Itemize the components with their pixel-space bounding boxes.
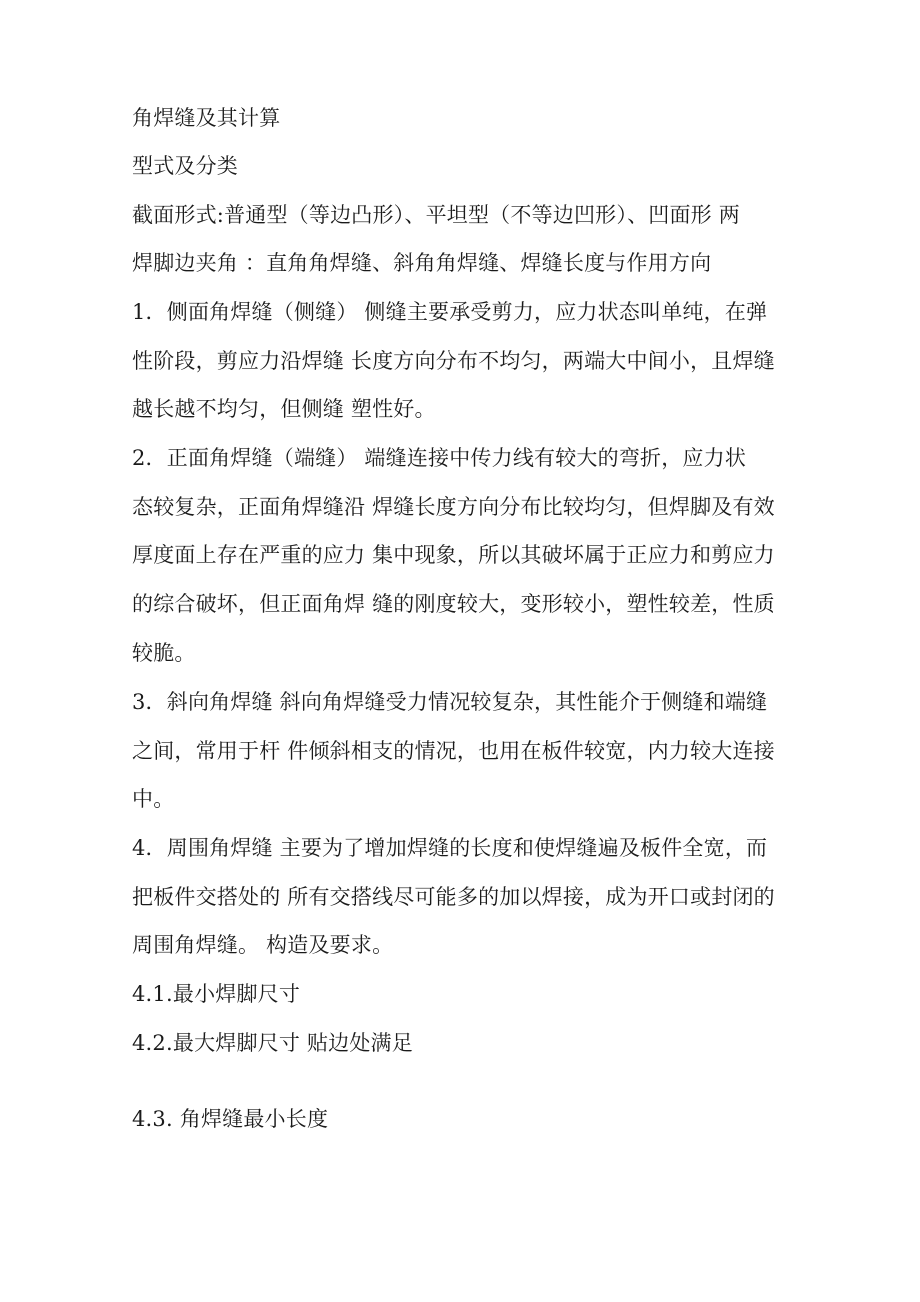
text-line: 4.2.最大焊脚尺寸 贴边处满足 [132,1031,413,1055]
text-line: 的综合破坏，但正面角焊 缝的刚度较大，变形较小，塑性较差，性质 [132,592,775,616]
text-line: 3．斜向角焊缝 斜向角焊缝受力情况较复杂，其性能介于侧缝和端缝 [132,690,768,714]
text-line: 焊脚边夹角 ：直角角焊缝、斜角角焊缝、焊缝长度与作用方向 [132,251,712,275]
text-line: 中。 [132,787,175,811]
text-line: 4.3. 角焊缝最小长度 [132,1107,329,1131]
text-line: 态较复杂，正面角焊缝沿 焊缝长度方向分布比较均匀，但焊脚及有效 [132,495,775,519]
text-line: 较脆。 [132,641,196,665]
text-line: 4．周围角焊缝 主要为了增加焊缝的长度和使焊缝遍及板件全宽，而 [132,836,768,860]
text-line: 截面形式:普通型（等边凸形）、平坦型（不等边凹形）、凹面形 两 [132,203,740,227]
text-line: 性阶段，剪应力沿焊缝 长度方向分布不均匀，两端大中间小，且焊缝 [132,349,775,373]
text-line: 1．侧面角焊缝（侧缝） 侧缝主要承受剪力，应力状态叫单纯，在弹 [132,300,768,324]
text-line: 把板件交搭处的 所有交搭线尽可能多的加以焊接，成为开口或封闭的 [132,885,775,909]
text-line: 之间，常用于杆 件倾斜相支的情况，也用在板件较宽，内力较大连接 [132,739,775,763]
text-line: 周围角焊缝。 构造及要求。 [132,933,394,957]
text-line: 4.1.最小焊脚尺寸 [132,982,301,1006]
doc-title: 角焊缝及其计算 [132,106,281,130]
text-line: 越长越不均匀，但侧缝 塑性好。 [132,397,436,421]
text-line: 2．正面角焊缝（端缝） 端缝连接中传力线有较大的弯折，应力状 [132,446,747,470]
section-heading: 型式及分类 [132,154,238,178]
text-line: 厚度面上存在严重的应力 集中现象，所以其破坏属于正应力和剪应力 [132,543,775,567]
